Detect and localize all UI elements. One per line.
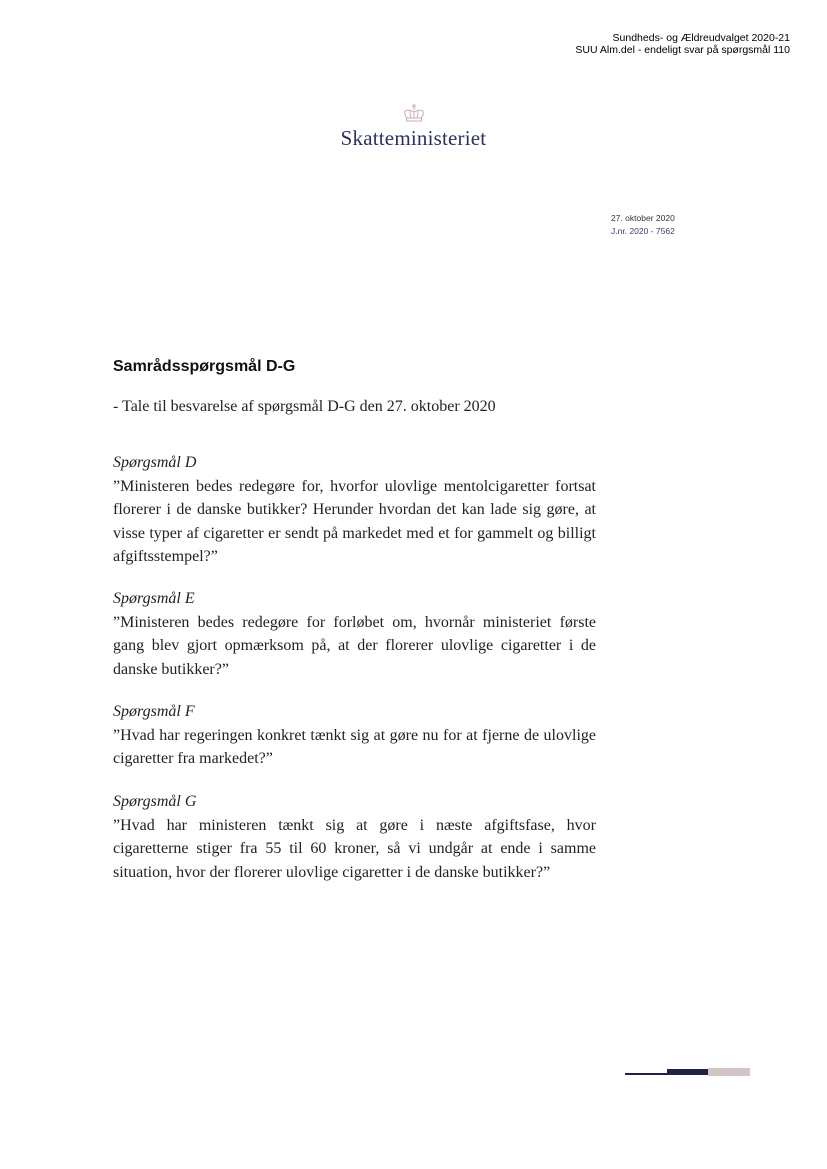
document-meta [611, 212, 675, 238]
question-d [113, 451, 596, 569]
ministry-logo [0, 104, 827, 151]
document-stamp [575, 32, 790, 56]
document-date: 27. oktober 2020 [611, 213, 675, 223]
footer-bar-segment [667, 1069, 708, 1075]
question-text: ”Ministeren bedes redegøre for, hvorfor ulovlige mentolcigaretter fortsat florerer i de danske butikker? Herunder hvordan det kan lade sig gøre, at visse typer af cigaretter er sendt på markedet med et for gammelt og billigt afgiftsstempel?” [113, 477, 596, 565]
stamp-reference: SUU Alm.del - endeligt svar på spørgsmål 110 [575, 44, 790, 56]
journal-number: J.nr. 2020 - 7562 [611, 226, 675, 236]
crown-icon [401, 104, 427, 124]
question-text: ”Hvad har ministeren tænkt sig at gøre i næste afgiftsfase, hvor cigaretterne stiger fra 55 til 60 kroner, så vi undgår at ende i samme situation, hvor der florerer ulovlige cigaretter i de danske butikker?” [113, 816, 596, 881]
question-e [113, 587, 596, 681]
question-label: Spørgsmål G [113, 793, 197, 810]
question-g [113, 790, 596, 884]
ministry-name: Skatteministeriet [340, 126, 487, 150]
footer-bar-segment [625, 1073, 667, 1075]
question-label: Spørgsmål E [113, 590, 195, 607]
question-text: ”Hvad har regeringen konkret tænkt sig at gøre nu for at fjerne de ulovlige cigaretter fra markedet?” [113, 726, 596, 767]
question-label: Spørgsmål D [113, 454, 197, 471]
stamp-committee: Sundheds- og Ældreudvalget 2020-21 [612, 32, 790, 44]
question-label: Spørgsmål F [113, 703, 195, 720]
page-title: Samrådsspørgsmål D-G [113, 358, 296, 375]
footer-bar-segment [708, 1068, 750, 1076]
page-subtitle: - Tale til besvarelse af spørgsmål D-G den 27. oktober 2020 [113, 398, 496, 415]
question-text: ”Ministeren bedes redegøre for forløbet om, hvornår ministeriet første gang blev gjort opmærksom på, at der florerer ulovlige cigaretter i de danske butikker?” [113, 613, 596, 678]
question-f [113, 700, 596, 771]
